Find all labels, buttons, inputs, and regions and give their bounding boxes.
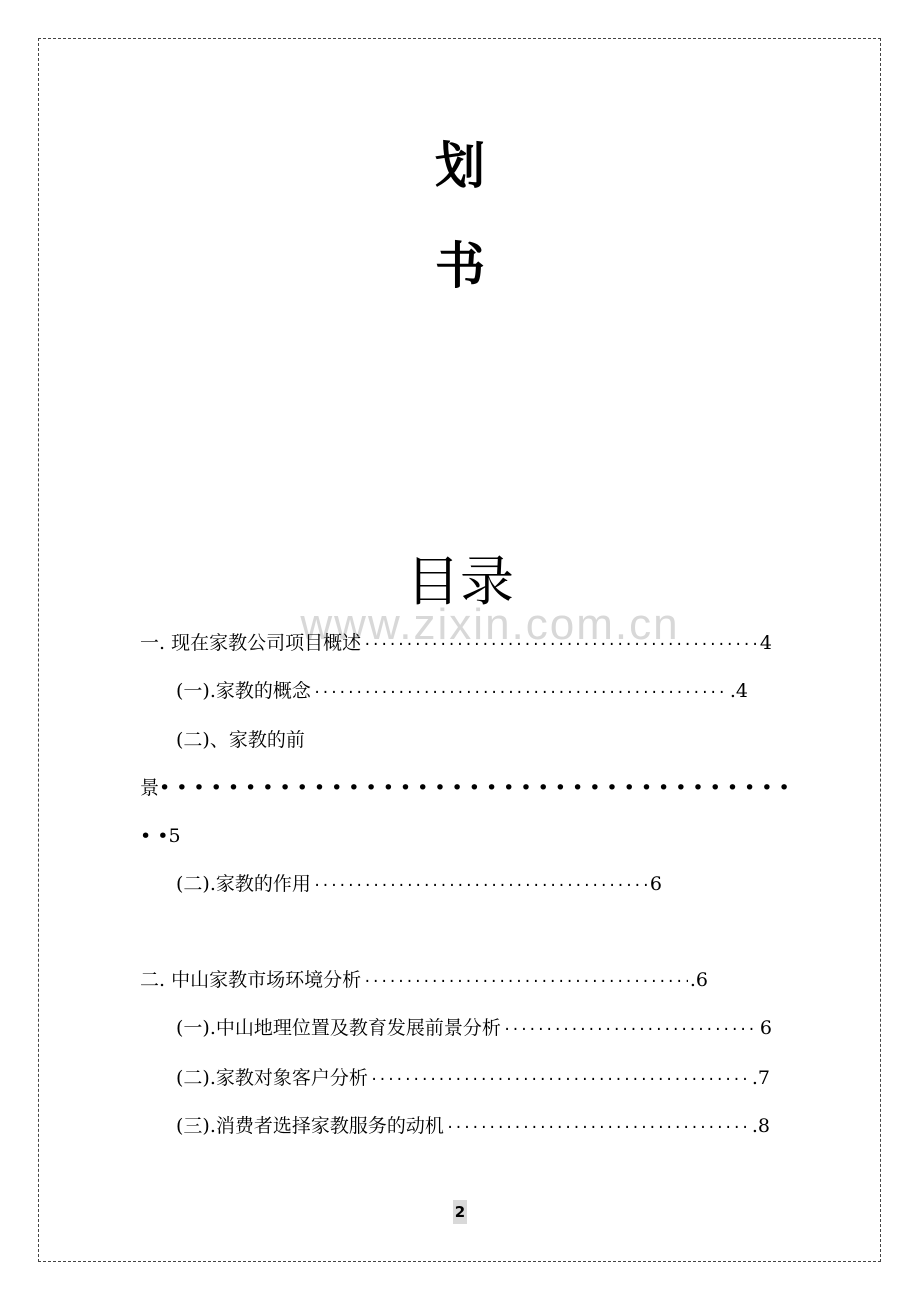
toc-entry[interactable] xyxy=(176,871,662,899)
toc-entry[interactable] xyxy=(176,1113,770,1141)
toc-leader-dots xyxy=(313,873,648,899)
toc-leader-dots xyxy=(503,1017,758,1043)
toc-entry-page: .4 xyxy=(729,680,748,702)
toc-entry[interactable] xyxy=(176,678,748,706)
cover-title-char-1: 划 xyxy=(435,137,485,195)
toc-entry-continued[interactable] xyxy=(140,775,790,801)
toc-leader-dots xyxy=(363,632,758,658)
toc-entry[interactable] xyxy=(176,1015,772,1043)
toc-entry-page: .8 xyxy=(751,1115,770,1137)
toc-leader-dots xyxy=(446,1115,750,1141)
page-number: 2 xyxy=(453,1200,467,1224)
toc-entry-label-continued: 景 xyxy=(140,777,160,799)
toc-leader-dots xyxy=(363,969,688,995)
toc-entry-page: 6 xyxy=(649,873,662,895)
toc-entry[interactable] xyxy=(176,727,305,753)
toc-entry-page: .7 xyxy=(751,1067,770,1089)
toc-entry[interactable] xyxy=(176,1065,770,1093)
toc-entry-label: (一).家教的概念 xyxy=(176,680,311,702)
toc-entry-page: .6 xyxy=(689,969,708,991)
toc-entry-label: 一. 现在家教公司项目概述 xyxy=(140,632,362,654)
toc-entry-page: • •5 xyxy=(140,825,181,847)
toc-entry-page: 6 xyxy=(759,1017,772,1039)
toc-entry-continued[interactable] xyxy=(140,823,181,849)
toc-entry-label: 二. 中山家教市场环境分析 xyxy=(140,969,362,991)
toc-entry-label: (三).消费者选择家教服务的动机 xyxy=(176,1115,444,1137)
toc-entry-label: (一).中山地理位置及教育发展前景分析 xyxy=(176,1017,501,1039)
toc-leader-dots xyxy=(313,680,728,706)
toc-leader-dots xyxy=(159,775,790,801)
cover-title-char-2: 书 xyxy=(435,237,485,295)
toc-leader-dots xyxy=(370,1067,750,1093)
toc-entry-label: (二)、家教的前 xyxy=(176,729,305,751)
toc-entry[interactable] xyxy=(140,967,708,995)
toc-entry-label: (二).家教对象客户分析 xyxy=(176,1067,368,1089)
toc-entry-page: 4 xyxy=(759,632,772,654)
toc-entry-label: (二).家教的作用 xyxy=(176,873,311,895)
toc-heading: 目录 xyxy=(406,550,514,613)
toc-entry[interactable] xyxy=(140,630,772,658)
watermark: www.zixin.com.cn xyxy=(300,600,680,649)
